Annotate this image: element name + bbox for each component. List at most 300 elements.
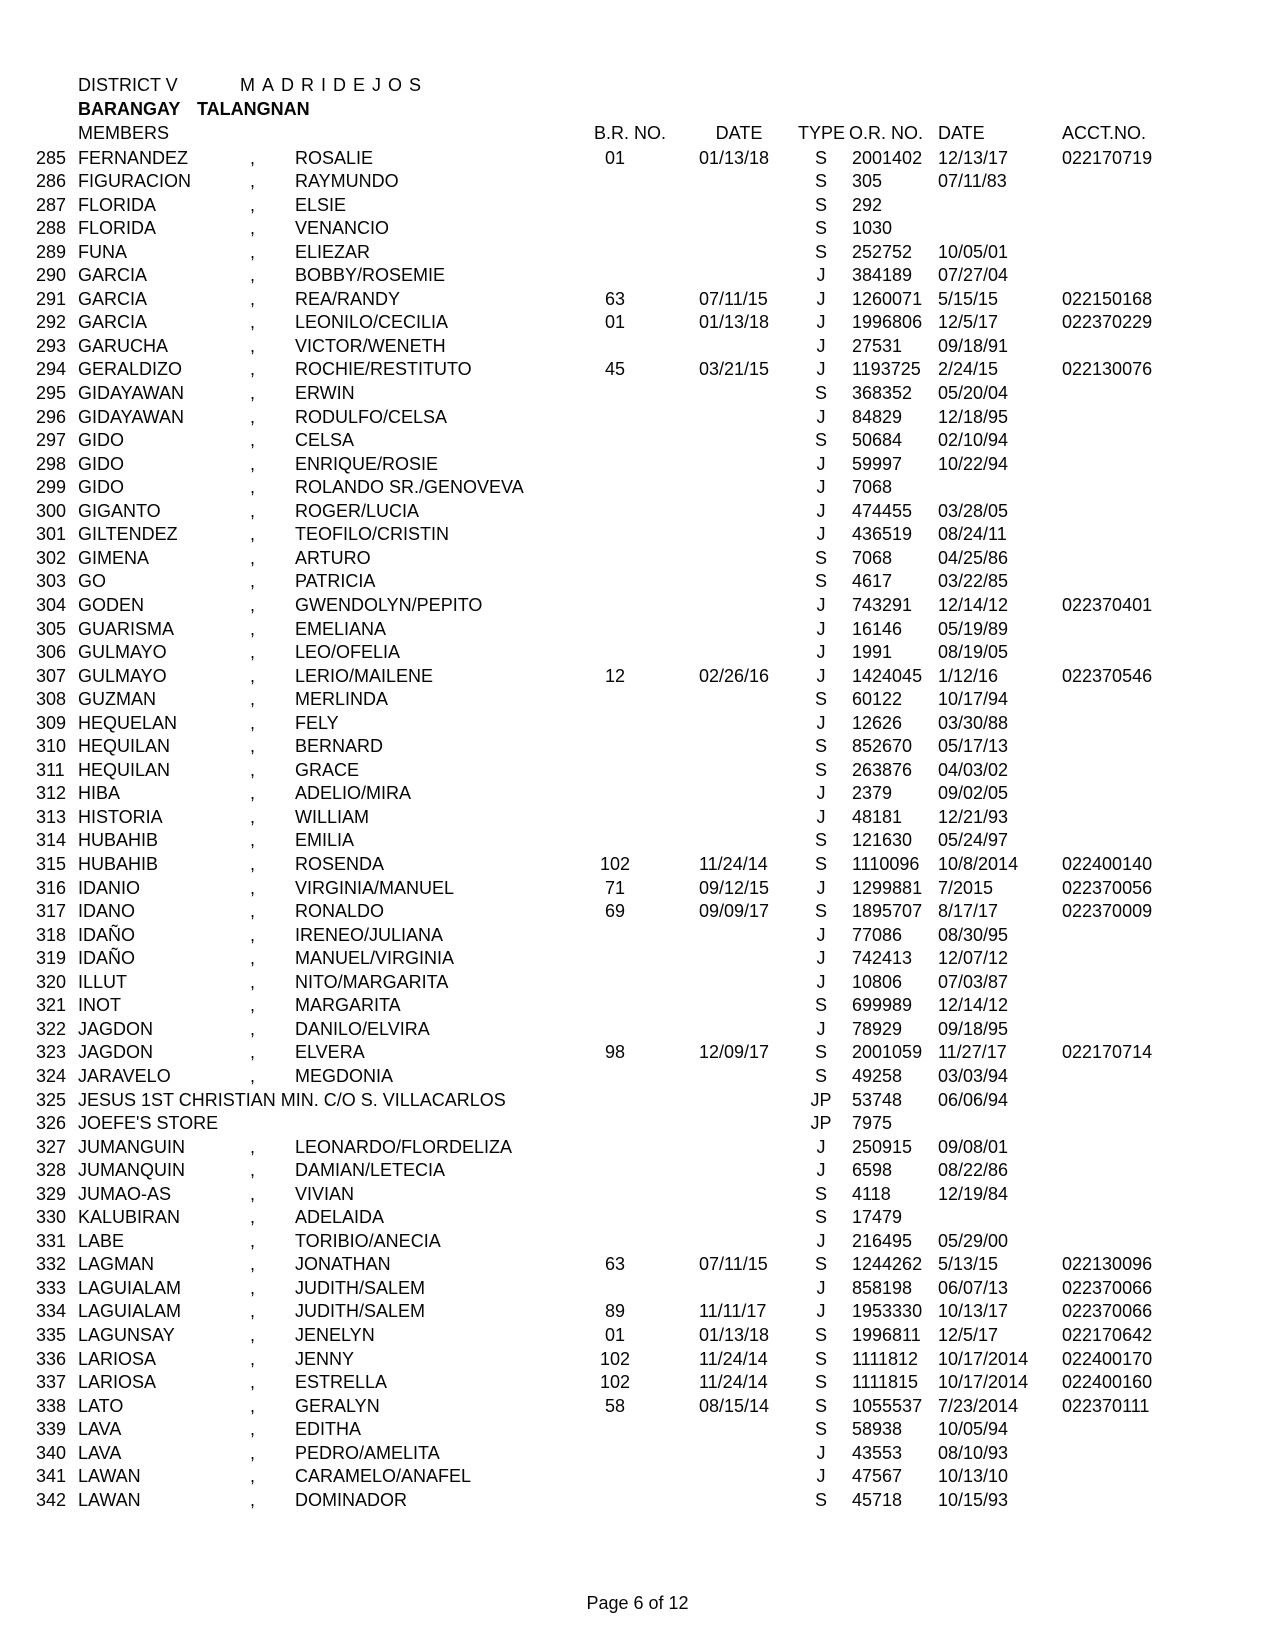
member-given-name: WILLIAM: [295, 806, 370, 827]
or-date-value: 08/30/95: [938, 924, 1009, 945]
table-row: [0, 407, 1275, 431]
type-value: S: [814, 571, 827, 592]
or-date-value: 07/11/83: [938, 171, 1007, 192]
or-date-value: 08/22/86: [938, 1160, 1009, 1181]
or-date-value: 03/28/05: [938, 500, 1009, 521]
member-given-name: LEONILO/CECILIA: [295, 312, 449, 333]
member-given-name: LERIO/MAILENE: [295, 665, 434, 686]
member-surname: HISTORIA: [78, 806, 163, 827]
comma-separator: ,: [250, 571, 256, 592]
member-number: 333: [36, 1277, 67, 1298]
or-no-value: 121630: [852, 830, 913, 851]
type-value: S: [814, 1207, 827, 1228]
type-value: J: [816, 359, 826, 380]
or-no-value: 43553: [852, 1442, 903, 1463]
or-date-value: 03/03/94: [938, 1065, 1009, 1086]
member-surname: FIGURACION: [78, 171, 192, 192]
comma-separator: ,: [250, 1372, 256, 1393]
member-number: 309: [36, 712, 67, 733]
member-surname: GIMENA: [78, 547, 150, 568]
comma-separator: ,: [250, 1325, 256, 1345]
or-date-value: 08/19/05: [938, 642, 1009, 663]
br-date-value: 02/26/16: [699, 665, 770, 686]
or-no-value: 852670: [852, 736, 913, 757]
type-value: J: [816, 1442, 826, 1463]
or-date-value: 10/13/10: [938, 1466, 1009, 1487]
table-row: [0, 783, 1275, 807]
type-value: J: [816, 783, 826, 804]
comma-separator: ,: [250, 335, 256, 356]
type-value: S: [814, 383, 827, 403]
member-number: 321: [36, 995, 67, 1016]
type-value: J: [816, 594, 826, 615]
comma-separator: ,: [250, 500, 256, 521]
member-given-name: EMELIANA: [295, 618, 387, 639]
member-given-name: VIVIAN: [295, 1183, 355, 1204]
or-date-value: 02/10/94: [938, 430, 1009, 451]
acct-no-value: 022150168: [1062, 288, 1153, 309]
member-given-name: MEGDONIA: [295, 1065, 394, 1086]
member-given-name: REA/RANDY: [295, 288, 401, 309]
member-number: 340: [36, 1442, 67, 1463]
table-row: [0, 972, 1275, 996]
br-no-value: 58: [604, 1395, 626, 1416]
or-date-value: 5/15/15: [938, 288, 999, 309]
member-given-name: BOBBY/ROSEMIE: [295, 265, 446, 286]
or-no-column-header: O.R. NO.: [849, 123, 924, 143]
type-value: S: [814, 854, 827, 874]
or-date-value: 1/12/16: [938, 665, 999, 686]
acct-no-value: 022170714: [1062, 1042, 1153, 1063]
table-row: [0, 901, 1275, 925]
member-given-name: TORIBIO/ANECIA: [295, 1230, 441, 1251]
or-date-value: 05/17/13: [938, 736, 1009, 757]
type-value: J: [816, 1136, 826, 1157]
table-row: [0, 1396, 1275, 1420]
member-surname: JAGDON: [78, 1042, 154, 1063]
or-date-value: 12/07/12: [938, 948, 1009, 969]
or-no-value: 1244262: [852, 1254, 923, 1275]
or-no-value: 742413: [852, 948, 913, 969]
or-no-value: 1055537: [852, 1395, 923, 1416]
or-no-value: 49258: [852, 1065, 903, 1086]
br-no-value: 98: [604, 1042, 626, 1063]
or-date-value: 7/2015: [938, 877, 994, 898]
member-surname: HEQUILAN: [78, 759, 171, 780]
br-date-value: 07/11/15: [699, 1254, 768, 1275]
or-date-value: 05/20/04: [938, 383, 1009, 403]
or-date-value: 12/5/17: [938, 312, 999, 333]
br-no-value: 01: [604, 147, 626, 168]
type-value: J: [816, 877, 826, 898]
comma-separator: ,: [250, 1489, 256, 1510]
member-surname: HEQUELAN: [78, 712, 178, 733]
type-value: S: [814, 194, 827, 215]
br-no-value: 89: [604, 1301, 626, 1322]
member-surname: JARAVELO: [78, 1065, 171, 1086]
or-no-value: 368352: [852, 383, 913, 403]
member-given-name: ROSENDA: [295, 854, 385, 874]
table-row: [0, 1372, 1275, 1396]
member-number: 336: [36, 1348, 67, 1369]
member-surname: HUBAHIB: [78, 830, 159, 851]
or-no-value: 27531: [852, 335, 903, 356]
comma-separator: ,: [250, 689, 256, 710]
member-number: 341: [36, 1466, 67, 1487]
table-row: [0, 713, 1275, 737]
member-number: 285: [36, 147, 67, 168]
table-row: [0, 1325, 1275, 1349]
member-given-name: FELY: [295, 712, 339, 733]
type-value: S: [814, 1348, 827, 1369]
acct-no-value: 022370401: [1062, 594, 1153, 615]
table-row: [0, 689, 1275, 713]
or-no-value: 2379: [852, 783, 893, 804]
member-number: 323: [36, 1042, 67, 1063]
member-surname: LAGMAN: [78, 1254, 155, 1275]
comma-separator: ,: [250, 1230, 256, 1251]
br-no-value: 01: [604, 312, 626, 333]
member-number: 328: [36, 1160, 67, 1181]
comma-separator: ,: [250, 547, 256, 568]
comma-separator: ,: [250, 877, 256, 898]
table-row: [0, 477, 1275, 501]
member-surname: LAWAN: [78, 1489, 141, 1510]
or-date-value: 08/10/93: [938, 1442, 1009, 1463]
member-given-name: JUDITH/SALEM: [295, 1277, 426, 1298]
comma-separator: ,: [250, 171, 256, 192]
member-surname: GIDAYAWAN: [78, 383, 185, 403]
members-label: MEMBERS: [78, 123, 170, 143]
comma-separator: ,: [250, 1301, 256, 1322]
table-row: [0, 265, 1275, 289]
or-no-value: 1110096: [852, 854, 920, 874]
member-given-name: ROCHIE/RESTITUTO: [295, 359, 472, 380]
table-row: [0, 312, 1275, 336]
type-value: J: [816, 1301, 826, 1322]
member-number: 329: [36, 1183, 67, 1204]
member-number: 290: [36, 265, 67, 286]
member-number: 337: [36, 1372, 67, 1393]
member-given-name: VIRGINIA/MANUEL: [295, 877, 455, 898]
br-date-value: 09/12/15: [699, 877, 770, 898]
br-no-value: 01: [604, 1325, 626, 1345]
or-no-value: 16146: [852, 618, 903, 639]
member-number: 302: [36, 547, 67, 568]
member-surname: GULMAYO: [78, 665, 167, 686]
or-no-value: 53748: [852, 1089, 903, 1110]
or-date-value: 09/18/95: [938, 1018, 1009, 1039]
member-surname: HIBA: [78, 783, 121, 804]
table-row: [0, 1042, 1275, 1066]
member-number: 315: [36, 854, 67, 874]
br-date-value: 09/09/17: [699, 901, 770, 922]
or-date-value: 12/21/93: [938, 806, 1009, 827]
member-given-name: RAYMUNDO: [295, 171, 399, 192]
or-no-value: 252752: [852, 241, 913, 262]
member-number: 306: [36, 642, 67, 663]
or-date-value: 5/13/15: [938, 1254, 999, 1275]
or-no-value: 263876: [852, 759, 913, 780]
acct-no-value: 022370066: [1062, 1277, 1153, 1298]
member-given-name: MARGARITA: [295, 995, 401, 1016]
type-value: J: [816, 1160, 826, 1181]
comma-separator: ,: [250, 241, 256, 262]
member-given-name: ERWIN: [295, 383, 355, 403]
table-row: [0, 1019, 1275, 1043]
type-column-header: TYPE: [798, 123, 846, 143]
member-surname: IDANO: [78, 901, 136, 922]
municipality-name: MADRIDEJOS: [240, 75, 429, 95]
comma-separator: ,: [250, 430, 256, 451]
member-surname: KALUBIRAN: [78, 1207, 181, 1228]
comma-separator: ,: [250, 312, 256, 333]
member-surname: LAGUIALAM: [78, 1301, 182, 1322]
member-number: 300: [36, 500, 67, 521]
type-value: S: [814, 1372, 827, 1393]
type-value: J: [816, 1230, 826, 1251]
member-surname: GULMAYO: [78, 642, 167, 663]
member-surname: LAVA: [78, 1442, 122, 1463]
table-row: [0, 1160, 1275, 1184]
member-number: 310: [36, 736, 67, 757]
or-date-value: 09/18/91: [938, 335, 1009, 356]
table-row: [0, 760, 1275, 784]
or-date-value: 12/18/95: [938, 406, 1009, 427]
type-value: J: [816, 406, 826, 427]
type-value: JP: [810, 1113, 832, 1134]
type-value: S: [814, 995, 827, 1016]
comma-separator: ,: [250, 924, 256, 945]
or-no-value: 7068: [852, 477, 893, 498]
member-number: 331: [36, 1230, 67, 1251]
member-surname: JAGDON: [78, 1018, 154, 1039]
or-no-value: 7975: [852, 1113, 893, 1134]
or-no-value: 48181: [852, 806, 903, 827]
or-date-value: 12/14/12: [938, 995, 1009, 1016]
member-given-name: DANILO/ELVIRA: [295, 1018, 430, 1039]
br-date-value: 11/24/14: [699, 854, 768, 874]
comma-separator: ,: [250, 288, 256, 309]
acct-no-value: 022400160: [1062, 1372, 1153, 1393]
acct-no-value: 022370066: [1062, 1301, 1153, 1322]
or-no-value: 1111815: [852, 1372, 919, 1393]
br-date-value: 12/09/17: [699, 1042, 770, 1063]
or-no-value: 45718: [852, 1489, 903, 1510]
br-date-value: 01/13/18: [699, 312, 770, 333]
member-given-name: LEO/OFELIA: [295, 642, 401, 663]
table-row: [0, 1443, 1275, 1467]
member-number: 312: [36, 783, 67, 804]
or-date-value: 10/22/94: [938, 453, 1009, 474]
comma-separator: ,: [250, 524, 256, 545]
member-given-name: ESTRELLA: [295, 1372, 388, 1393]
comma-separator: ,: [250, 618, 256, 639]
member-given-name: JENELYN: [295, 1325, 375, 1345]
or-no-value: 12626: [852, 712, 903, 733]
member-number: 313: [36, 806, 67, 827]
table-row: [0, 383, 1275, 407]
table-row: [0, 1349, 1275, 1373]
comma-separator: ,: [250, 736, 256, 757]
acct-no-value: 022130096: [1062, 1254, 1153, 1275]
member-number: 314: [36, 830, 67, 851]
member-number: 294: [36, 359, 67, 380]
table-row: [0, 1301, 1275, 1325]
br-no-value: 102: [599, 854, 631, 874]
type-value: J: [816, 924, 826, 945]
member-given-name: EDITHA: [295, 1419, 362, 1440]
member-number: 335: [36, 1325, 67, 1345]
table-row: [0, 666, 1275, 690]
table-row: [0, 1066, 1275, 1090]
type-value: J: [816, 1018, 826, 1039]
or-no-value: 474455: [852, 500, 913, 521]
or-no-value: 7068: [852, 547, 893, 568]
or-date-value: 04/03/02: [938, 759, 1009, 780]
member-given-name: GWENDOLYN/PEPITO: [295, 594, 483, 615]
comma-separator: ,: [250, 971, 256, 992]
member-number: 339: [36, 1419, 67, 1440]
type-value: S: [814, 1419, 827, 1440]
comma-separator: ,: [250, 806, 256, 827]
comma-separator: ,: [250, 1207, 256, 1228]
table-row: [0, 948, 1275, 972]
br-no-value: 63: [604, 288, 626, 309]
member-number: 292: [36, 312, 67, 333]
or-date-value: 12/14/12: [938, 594, 1009, 615]
type-value: J: [816, 1277, 826, 1298]
member-given-name: PATRICIA: [295, 571, 376, 592]
member-given-name: JENNY: [295, 1348, 355, 1369]
member-given-name: GERALYN: [295, 1395, 380, 1416]
or-no-value: 743291: [852, 594, 913, 615]
table-row: [0, 1490, 1275, 1514]
member-surname: HUBAHIB: [78, 854, 159, 874]
type-value: J: [816, 712, 826, 733]
member-given-name: VICTOR/WENETH: [295, 335, 446, 356]
member-given-name: IRENEO/JULIANA: [295, 924, 444, 945]
type-value: S: [814, 1065, 827, 1086]
or-date-value: 8/17/17: [938, 901, 999, 922]
or-no-value: 436519: [852, 524, 913, 545]
table-row: [0, 501, 1275, 525]
member-given-name: BERNARD: [295, 736, 384, 757]
member-given-name: ADELAIDA: [295, 1207, 385, 1228]
member-given-name: DAMIAN/LETECIA: [295, 1160, 446, 1181]
type-value: S: [814, 430, 827, 451]
member-surname: HEQUILAN: [78, 736, 171, 757]
acct-no-column-header: ACCT.NO.: [1062, 123, 1147, 143]
or-no-value: 1193725: [852, 359, 921, 380]
member-number: 338: [36, 1395, 67, 1416]
member-given-name: JONATHAN: [295, 1254, 391, 1275]
member-number: 325: [36, 1089, 67, 1110]
comma-separator: ,: [250, 1136, 256, 1157]
comma-separator: ,: [250, 1419, 256, 1440]
table-row: [0, 359, 1275, 383]
member-surname: JOEFE'S STORE: [78, 1113, 219, 1134]
member-surname: LAVA: [78, 1419, 122, 1440]
br-date-value: 01/13/18: [699, 147, 770, 168]
type-value: S: [814, 147, 827, 168]
member-number: 297: [36, 430, 67, 451]
member-number: 289: [36, 241, 67, 262]
member-surname: JUMAO-AS: [78, 1183, 172, 1204]
br-no-value: 63: [604, 1254, 626, 1275]
member-number: 293: [36, 335, 67, 356]
type-value: S: [814, 1325, 827, 1345]
br-no-value: 12: [604, 665, 626, 686]
or-no-value: 10806: [852, 971, 903, 992]
br-date-value: 11/24/14: [699, 1348, 768, 1369]
member-surname: IDANIO: [78, 877, 141, 898]
acct-no-value: 022370056: [1062, 877, 1153, 898]
acct-no-value: 022130076: [1062, 359, 1153, 380]
comma-separator: ,: [250, 665, 256, 686]
type-value: J: [816, 312, 826, 333]
type-value: J: [816, 618, 826, 639]
member-given-name: ENRIQUE/ROSIE: [295, 453, 439, 474]
member-surname: INOT: [78, 995, 121, 1016]
br-no-column-header: B.R. NO.: [593, 123, 666, 143]
comma-separator: ,: [250, 265, 256, 286]
or-date-value: 07/27/04: [938, 265, 1009, 286]
member-given-name: RONALDO: [295, 901, 385, 922]
table-row: [0, 1254, 1275, 1278]
table-row: [0, 1137, 1275, 1161]
comma-separator: ,: [250, 854, 256, 874]
table-row: [0, 1184, 1275, 1208]
or-no-value: 1895707: [852, 901, 923, 922]
table-row: [0, 1207, 1275, 1231]
br-date-value: 01/13/18: [699, 1325, 770, 1345]
member-surname: FERNANDEZ: [78, 147, 189, 168]
type-value: S: [814, 1395, 827, 1416]
table-row: [0, 195, 1275, 219]
comma-separator: ,: [250, 383, 256, 403]
member-surname: GO: [78, 571, 107, 592]
member-surname: FLORIDA: [78, 194, 157, 215]
member-surname: GARCIA: [78, 288, 148, 309]
table-row: [0, 595, 1275, 619]
acct-no-value: 022370229: [1062, 312, 1153, 333]
comma-separator: ,: [250, 194, 256, 215]
type-value: S: [814, 689, 827, 710]
or-no-value: 2001402: [852, 147, 923, 168]
member-number: 318: [36, 924, 67, 945]
comma-separator: ,: [250, 830, 256, 851]
or-date-value: 10/17/94: [938, 689, 1009, 710]
or-date-value: 09/08/01: [938, 1136, 1009, 1157]
table-row: [0, 148, 1275, 172]
member-given-name: ELSIE: [295, 194, 347, 215]
table-row: [0, 218, 1275, 242]
br-no-value: 102: [599, 1372, 631, 1393]
or-date-value: 12/13/17: [938, 147, 1009, 168]
type-value: S: [814, 1254, 827, 1275]
or-date-value: 05/24/97: [938, 830, 1009, 851]
member-number: 296: [36, 406, 67, 427]
acct-no-value: 022370546: [1062, 665, 1153, 686]
comma-separator: ,: [250, 948, 256, 969]
table-row: [0, 878, 1275, 902]
member-number: 330: [36, 1207, 67, 1228]
member-surname: GILTENDEZ: [78, 524, 178, 545]
type-value: J: [816, 971, 826, 992]
or-no-value: 50684: [852, 430, 903, 451]
type-value: S: [814, 759, 827, 780]
